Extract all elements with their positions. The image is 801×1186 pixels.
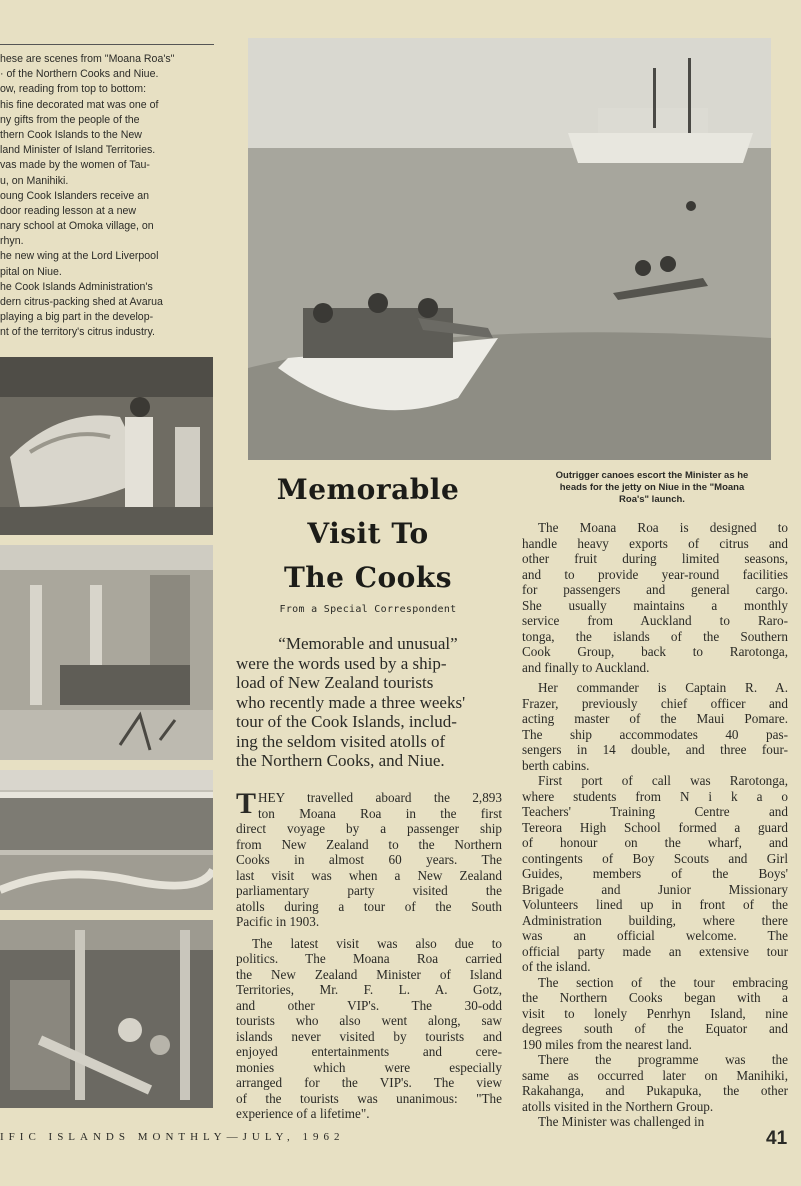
caption-line: oung Cook Islanders receive an	[0, 189, 149, 202]
caption-line: nt of the territory's citrus industry.	[0, 326, 155, 339]
body-line: Administration building, where there	[522, 912, 788, 928]
body-line: the New Zealand Minister of Island	[236, 966, 502, 982]
body-line: The ship accommodates 40 pas-	[522, 726, 788, 742]
body-column-right	[522, 520, 788, 1130]
body-line: visit to lonely Penrhyn Island, nine	[522, 1005, 788, 1021]
body-line: atolls visited in the Northern Group.	[522, 1098, 714, 1114]
body-line: Volunteers lined up in front of the	[522, 897, 788, 912]
caption-line: ow, reading from top to bottom:	[0, 83, 147, 96]
body-line: and to provide year-round facilities	[522, 566, 788, 582]
top-rule	[0, 44, 214, 45]
body-line: direct voyage by a passenger ship	[236, 821, 502, 836]
photo-reading-lesson	[0, 545, 213, 760]
main-caption-line: Outrigger canoes escort the Minister as he	[555, 470, 749, 481]
body-line: the Northern Cooks began with a	[522, 990, 788, 1005]
body-line: HEY travelled aboard the 2,893	[258, 790, 502, 805]
body-line: The Minister was challenged in	[538, 1114, 705, 1129]
caption-line: nary school at Omoka village, on	[0, 220, 154, 233]
body-line: Her commander is Captain R. A.	[538, 680, 788, 695]
body-line: of the tourists was unanimous: "The	[236, 1090, 502, 1106]
body-line: degrees south of the Equator and	[522, 1021, 788, 1036]
body-line: Tereora High School formed a guard	[522, 819, 788, 835]
body-line: islands never visited by tourists and	[236, 1028, 502, 1044]
caption-line: vas made by the women of Tau-	[0, 159, 150, 172]
caption-line: he Cook Islands Administration's	[0, 280, 153, 293]
body-line: contingents of Boy Scouts and Girl	[522, 850, 788, 866]
body-line: Teachers' Training Centre and	[522, 804, 788, 819]
lead-line: were the words used by a ship-	[236, 653, 447, 673]
body-line: other fruit during limited seasons,	[522, 551, 788, 566]
headline-line: The Cooks	[283, 561, 453, 594]
main-photo-caption	[516, 470, 788, 506]
main-caption-line: heads for the jetty on Niue in the "Moana	[559, 482, 745, 493]
body-line: and finally to Auckland.	[522, 659, 650, 675]
page-number: 41	[766, 1128, 788, 1149]
body-line: experience of a lifetime".	[236, 1106, 370, 1121]
body-line: Brigade and Junior Missionary	[522, 881, 788, 897]
body-line: ton Moana Roa in the first	[258, 805, 502, 821]
lead-line: tour of the Cook Islands, includ-	[236, 712, 457, 731]
lead-line: who recently made a three weeks'	[236, 692, 466, 712]
body-line: Rakahanga, and Pukapuka, the other	[522, 1083, 788, 1098]
body-line: Guides, members of the Boys'	[522, 866, 788, 881]
main-caption-line: Roa's" launch.	[619, 494, 685, 505]
body-line: There the programme was the	[538, 1052, 788, 1067]
body-line: Pacific in 1903.	[236, 914, 320, 929]
body-line: and other VIP's. The 30-odd	[236, 997, 502, 1013]
body-line: The latest visit was also due to	[252, 935, 502, 951]
headline-line: Visit To	[307, 517, 429, 550]
photo-canoes-escort	[248, 38, 771, 460]
body-line: from New Zealand to the Northern	[236, 836, 502, 852]
body-line: tourists who also went along, saw	[236, 1013, 502, 1028]
caption-line: playing a big part in the develop-	[0, 311, 154, 324]
body-line: arranged for the VIP's. The view	[236, 1075, 502, 1090]
photo-decorated-mat	[0, 357, 213, 535]
body-line: 190 miles from the nearest land.	[522, 1036, 692, 1052]
headline	[228, 468, 508, 600]
caption-line: thern Cook Islands to the New	[0, 128, 142, 141]
body-line: enjoyed entertainments and cere-	[236, 1044, 502, 1059]
lead-line: the Northern Cooks, and Niue.	[236, 751, 445, 770]
body-line: tonga, the islands of the Southern	[522, 628, 788, 644]
body-line: of honour on the wharf, and	[522, 835, 788, 850]
caption-line: u, on Manihiki.	[0, 174, 69, 187]
caption-line: pital on Niue.	[0, 265, 62, 278]
page-footer: IFIC ISLANDS MONTHLY—JULY, 1962	[0, 1131, 345, 1143]
body-line: The Moana Roa is designed to	[538, 520, 788, 535]
body-line: Frazer, previously chief officer and	[522, 695, 788, 711]
lead-line: “Memorable and unusual”	[278, 634, 458, 653]
caption-line: door reading lesson at a new	[0, 204, 137, 217]
body-line: where students from N i k a o	[522, 788, 788, 804]
lead-line: ing the seldom visited atolls of	[236, 731, 446, 751]
caption-line: · of the Northern Cooks and Niue.	[0, 68, 159, 81]
body-line: for passengers and general cargo.	[522, 582, 788, 597]
body-line: handle heavy exports of citrus and	[522, 535, 788, 551]
body-line: parliamentary party visited the	[236, 883, 502, 898]
body-line: atolls during a tour of the South	[236, 898, 502, 914]
photo-hospital-wing	[0, 770, 213, 910]
lead-line: load of New Zealand tourists	[236, 673, 434, 692]
body-line: The section of the tour embracing	[538, 974, 788, 990]
body-line: was an official welcome. The	[522, 928, 788, 943]
photo-citrus-shed	[0, 920, 213, 1108]
body-column-middle	[236, 787, 502, 1122]
photo-captions	[0, 52, 216, 341]
body-line: berth cabins.	[522, 757, 590, 773]
caption-line: hese are scenes from "Moana Roa's"	[0, 53, 175, 65]
body-line: same as occurred later on Manihiki,	[522, 1067, 788, 1083]
lead-paragraph	[236, 634, 500, 771]
caption-line: ny gifts from the people of the	[0, 113, 140, 126]
body-line: last visit was when a New Zealand	[236, 867, 502, 883]
caption-line: his fine decorated mat was one of	[0, 98, 159, 111]
body-line: service from Auckland to Raro-	[522, 613, 788, 628]
body-line: acting master of the Maui Pomare.	[522, 711, 788, 726]
body-line: official party made an extensive tour	[522, 943, 788, 959]
body-line: She usually maintains a monthly	[522, 597, 788, 613]
caption-line: dern citrus-packing shed at Avarua	[0, 296, 163, 308]
byline: From a Special Correspondent	[279, 604, 457, 615]
caption-line: rhyn.	[0, 235, 24, 248]
body-line: sengers in 14 double, and three four-	[522, 742, 788, 757]
body-line: First port of call was Rarotonga,	[538, 773, 788, 788]
body-line: Cook Group, back to Rarotonga,	[522, 644, 788, 659]
body-line: monies which were especially	[236, 1059, 502, 1075]
body-line: Cooks in almost 60 years. The	[236, 852, 502, 867]
body-line: politics. The Moana Roa carried	[236, 951, 502, 966]
caption-line: land Minister of Island Territories.	[0, 144, 156, 157]
body-line: Territories, Mr. F. L. A. Gotz,	[236, 982, 502, 997]
headline-line: Memorable	[276, 473, 460, 506]
drop-cap: T	[236, 787, 257, 820]
caption-line: he new wing at the Lord Liverpool	[0, 250, 159, 263]
body-line: of the island.	[522, 959, 591, 974]
